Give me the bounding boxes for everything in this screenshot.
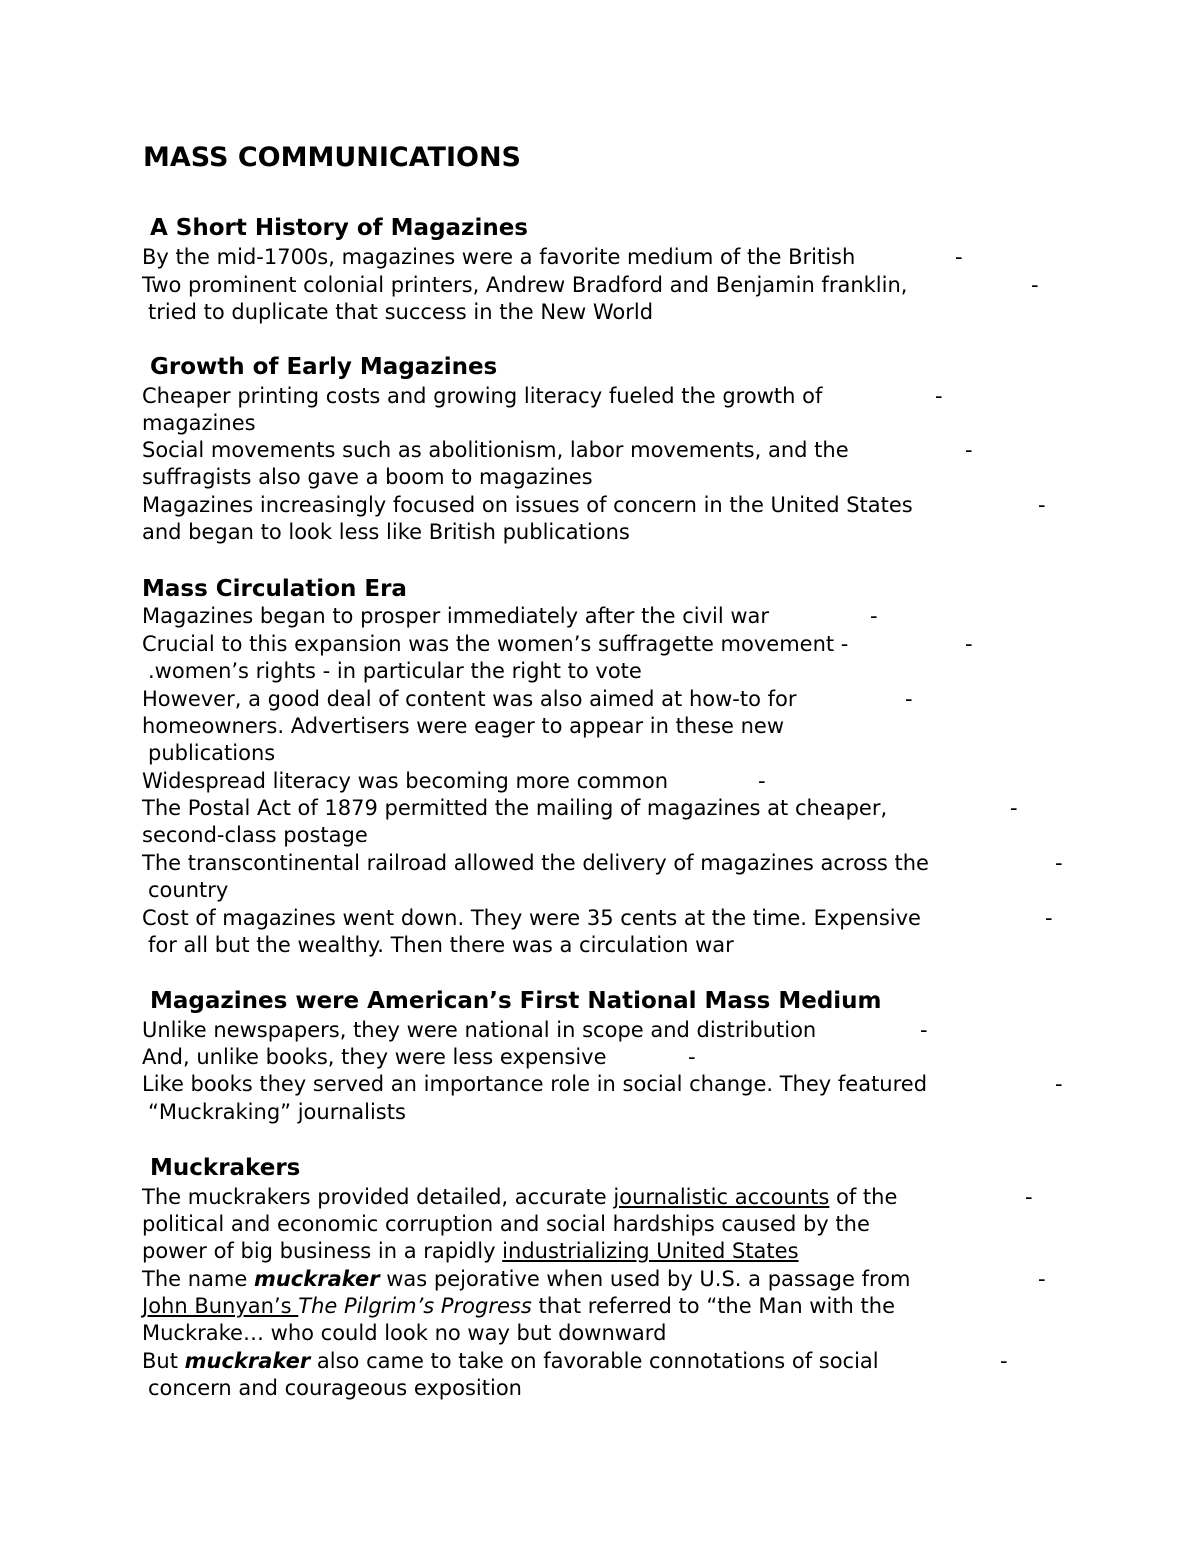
list-item-continuation: homeowners. Advertisers were eager to appear in these new — [142, 714, 785, 738]
list-item-continuation: political and economic corruption and social hardships caused by the — [142, 1212, 870, 1236]
list-item-continuation: magazines — [142, 411, 256, 435]
list-item: Like books they served an importance role in social change. They featured — [142, 1072, 928, 1096]
text-run: of the — [829, 1185, 898, 1209]
list-item: Crucial to this expansion was the women’s suffragette movement - — [142, 632, 849, 656]
list-marker: - — [935, 384, 943, 408]
john-bunyan-link[interactable]: John Bunyan’s — [142, 1294, 299, 1318]
journalistic-accounts-link[interactable]: journalistic accounts — [613, 1185, 830, 1209]
list-marker: - — [1038, 1267, 1046, 1291]
text-run: that referred to “the Man with the — [531, 1294, 896, 1318]
list-item-continuation — [142, 1238, 799, 1265]
list-marker: - — [955, 245, 963, 269]
muckraker-term: muckraker — [184, 1349, 311, 1373]
list-item-continuation: “Muckraking” journalists — [148, 1100, 406, 1124]
list-item-continuation: country — [148, 878, 229, 902]
list-marker: - — [1055, 851, 1063, 875]
list-item-continuation: concern and courageous exposition — [148, 1376, 522, 1400]
text-run: The name — [142, 1267, 254, 1291]
list-item — [142, 1348, 879, 1375]
list-item: Magazines began to prosper immediately after the civil war — [142, 604, 770, 628]
list-item-continuation: suffragists also gave a boom to magazines — [142, 465, 593, 489]
list-item: Two prominent colonial printers, Andrew Bradford and Benjamin franklin, — [142, 273, 908, 297]
section-heading-growth: Growth of Early Magazines — [150, 354, 498, 380]
list-item: Cheaper printing costs and growing literacy fueled the growth of — [142, 384, 823, 408]
list-item — [142, 1184, 897, 1211]
list-marker: - — [870, 604, 878, 628]
text-run: But — [142, 1349, 185, 1373]
list-item-continuation: tried to duplicate that success in the New World — [148, 300, 654, 324]
list-item-continuation — [142, 1293, 895, 1320]
list-item: Widespread literacy was becoming more common — [142, 769, 669, 793]
list-marker: - — [920, 1018, 928, 1042]
list-marker: - — [1010, 796, 1018, 820]
list-item: And, unlike books, they were less expensive — [142, 1045, 607, 1069]
section-heading-short-history: A Short History of Magazines — [150, 215, 528, 241]
list-item-continuation: and began to look less like British publications — [142, 520, 630, 544]
list-item: The transcontinental railroad allowed the delivery of magazines across the — [142, 851, 929, 875]
list-item: Unlike newspapers, they were national in scope and distribution — [142, 1018, 817, 1042]
list-marker: - — [1031, 273, 1039, 297]
text-run: power of big business in a rapidly — [142, 1239, 503, 1263]
muckraker-term: muckraker — [253, 1267, 380, 1291]
list-marker: - — [1055, 1072, 1063, 1096]
list-item-continuation: second-class postage — [142, 823, 368, 847]
list-item-continuation: for all but the wealthy. Then there was a circulation war — [148, 933, 734, 957]
list-item-continuation: .women’s rights - in particular the right to vote — [148, 659, 642, 683]
list-item — [142, 1266, 910, 1293]
list-marker: - — [1000, 1349, 1008, 1373]
section-heading-mass-circulation: Mass Circulation Era — [142, 576, 407, 602]
list-marker: - — [758, 769, 766, 793]
section-heading-national-mass-medium: Magazines were American’s First National Mass Medium — [150, 988, 882, 1014]
industrializing-united-states-link[interactable]: industrializing United States — [502, 1239, 799, 1263]
list-item: Social movements such as abolitionism, labor movements, and the — [142, 438, 849, 462]
list-marker: - — [905, 687, 913, 711]
list-marker: - — [965, 632, 973, 656]
list-item: By the mid-1700s, magazines were a favorite medium of the British — [142, 245, 856, 269]
list-item-continuation: publications — [148, 741, 276, 765]
list-item: Cost of magazines went down. They were 35 cents at the time. Expensive — [142, 906, 921, 930]
list-marker: - — [1038, 493, 1046, 517]
list-marker: - — [965, 438, 973, 462]
list-marker: - — [688, 1045, 696, 1069]
book-title: The Pilgrim’s Progress — [298, 1294, 532, 1318]
list-marker: - — [1045, 906, 1053, 930]
text-run: also came to take on favorable connotations of social — [310, 1349, 879, 1373]
text-run: was pejorative when used by U.S. a passage from — [379, 1267, 911, 1291]
document-title: MASS COMMUNICATIONS — [143, 142, 521, 173]
list-item: However, a good deal of content was also aimed at how-to for — [142, 687, 797, 711]
text-run: The muckrakers provided detailed, accurate — [142, 1185, 614, 1209]
list-item: Magazines increasingly focused on issues of concern in the United States — [142, 493, 913, 517]
section-heading-muckrakers: Muckrakers — [150, 1155, 301, 1181]
list-item: The Postal Act of 1879 permitted the mailing of magazines at cheaper, — [142, 796, 888, 820]
list-item-continuation: Muckrake… who could look no way but downward — [142, 1321, 667, 1345]
list-marker: - — [1025, 1185, 1033, 1209]
